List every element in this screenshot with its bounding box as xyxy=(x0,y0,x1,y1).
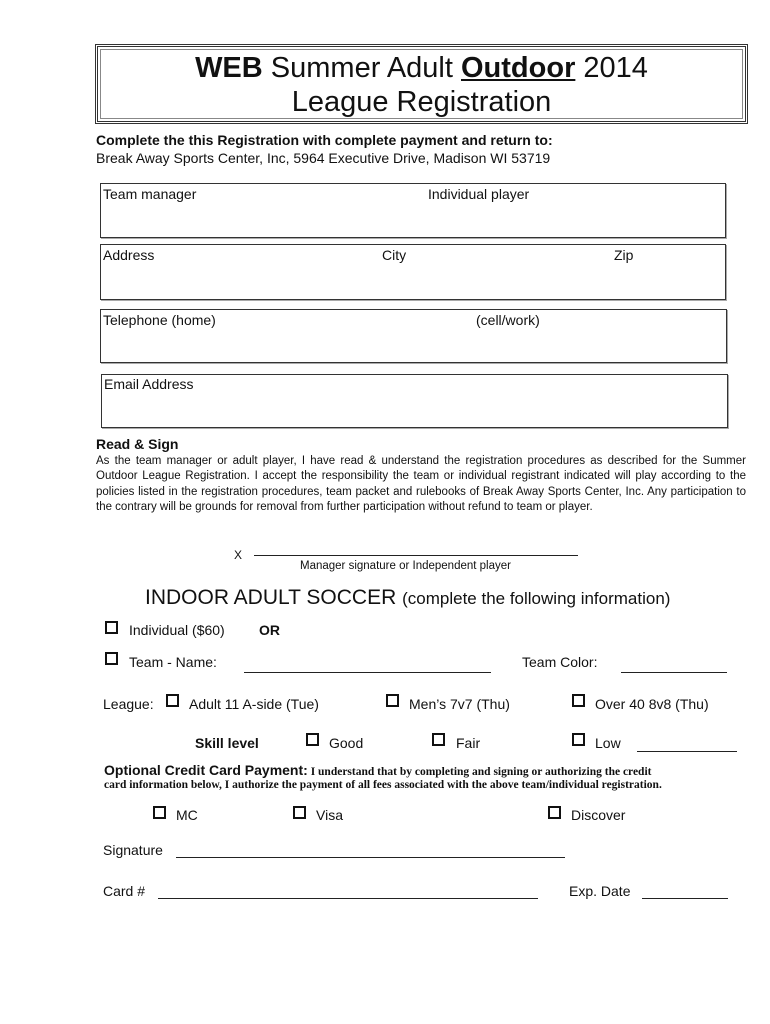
zip-label: Zip xyxy=(614,247,634,263)
skill-low-label: Low xyxy=(595,735,621,751)
card-discover-checkbox[interactable] xyxy=(548,806,561,819)
league-option-mens: Men’s 7v7 (Thu) xyxy=(409,696,510,712)
address-label: Address xyxy=(103,247,155,263)
skill-fair-checkbox[interactable] xyxy=(432,733,445,746)
league-option-over40: Over 40 8v8 (Thu) xyxy=(595,696,709,712)
city-label: City xyxy=(382,247,407,263)
payment-heading: Optional Credit Card Payment: xyxy=(104,762,308,778)
title-summer-adult: Summer Adult xyxy=(270,52,453,84)
title-web: WEB xyxy=(195,52,263,84)
signature-label: Signature xyxy=(103,842,163,858)
team-checkbox[interactable] xyxy=(105,652,118,665)
manager-box[interactable] xyxy=(100,183,726,238)
skill-low-line[interactable] xyxy=(637,751,737,752)
league-over40-checkbox[interactable] xyxy=(572,694,585,707)
read-sign-heading: Read & Sign xyxy=(96,436,179,452)
card-visa-label: Visa xyxy=(316,807,343,823)
team-name-label: Team - Name: xyxy=(129,654,217,670)
soccer-subtitle: (complete the following information) xyxy=(402,589,671,608)
intro-instructions: Complete the this Registration with complete payment and return to: xyxy=(96,132,553,148)
intro-address: Break Away Sports Center, Inc, 5964 Executive Drive, Madison WI 53719 xyxy=(96,150,551,166)
skill-level-label: Skill level xyxy=(195,735,259,751)
team-manager-label: Team manager xyxy=(103,186,197,202)
telephone-box[interactable] xyxy=(100,309,727,363)
team-color-label: Team Color: xyxy=(522,654,598,670)
title-outdoor: Outdoor xyxy=(461,52,576,84)
card-mc-label: MC xyxy=(176,807,198,823)
telephone-home-label: Telephone (home) xyxy=(103,312,216,328)
cell-work-label: (cell/work) xyxy=(476,312,540,328)
individual-label: Individual ($60) xyxy=(129,622,225,638)
individual-player-label: Individual player xyxy=(428,186,530,202)
league-label: League: xyxy=(103,696,154,712)
or-label: OR xyxy=(259,622,280,638)
title-frame xyxy=(95,44,748,124)
card-number-line[interactable] xyxy=(158,898,538,899)
card-mc-checkbox[interactable] xyxy=(153,806,166,819)
email-box[interactable] xyxy=(101,374,728,428)
exp-date-line[interactable] xyxy=(642,898,728,899)
soccer-section-title xyxy=(145,586,670,610)
team-color-line[interactable] xyxy=(621,672,727,673)
signature-caption: Manager signature or Independent player xyxy=(300,560,511,572)
league-mens-checkbox[interactable] xyxy=(386,694,399,707)
payment-signature-line[interactable] xyxy=(176,857,565,858)
payment-body-line1: I understand that by completing and signing or authorizing the credit xyxy=(307,766,652,778)
soccer-title: INDOOR ADULT SOCCER xyxy=(145,586,397,609)
skill-good-label: Good xyxy=(329,735,364,751)
card-number-label: Card # xyxy=(103,883,146,899)
individual-checkbox[interactable] xyxy=(105,621,118,634)
address-box[interactable] xyxy=(100,244,726,300)
payment-intro xyxy=(104,762,651,780)
title-year: 2014 xyxy=(583,52,648,84)
form-title xyxy=(98,51,745,85)
email-label: Email Address xyxy=(104,376,194,392)
signature-x-mark: X xyxy=(234,548,243,562)
form-subtitle: League Registration xyxy=(291,86,552,118)
skill-good-checkbox[interactable] xyxy=(306,733,319,746)
league-adult-checkbox[interactable] xyxy=(166,694,179,707)
payment-body-line2: card information below, I authorize the payment of all fees associated with the above team/individual registration. xyxy=(104,779,662,791)
team-name-line[interactable] xyxy=(244,672,491,673)
skill-fair-label: Fair xyxy=(456,735,481,751)
manager-signature-line[interactable] xyxy=(254,555,578,556)
card-discover-label: Discover xyxy=(571,807,626,823)
read-sign-body: As the team manager or adult player, I have read & understand the registration procedures as described for the Summer Outdoor League Registration. I accept the responsibility the team or individual registrant indicated will play according to the policies listed in the registration procedures, team packet and rulebooks of Break Away Sports Center, Inc. Any participation to the contrary will be grounds for removal from further participation without refund to team or player. xyxy=(96,455,746,514)
card-visa-checkbox[interactable] xyxy=(293,806,306,819)
exp-date-label: Exp. Date xyxy=(569,883,631,899)
league-option-adult: Adult 11 A-side (Tue) xyxy=(189,696,319,712)
skill-low-checkbox[interactable] xyxy=(572,733,585,746)
